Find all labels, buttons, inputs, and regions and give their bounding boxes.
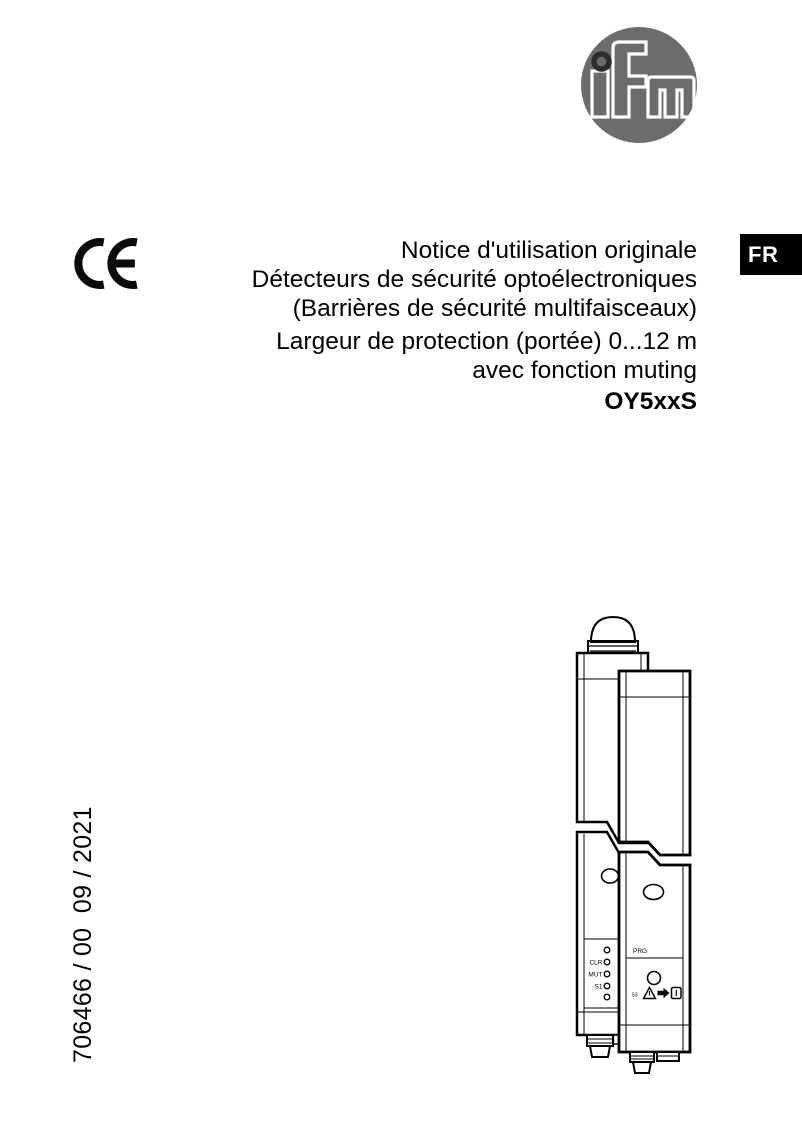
subtitle-group bbox=[137, 327, 697, 385]
title-line-3: (Barrières de sécurité multifaisceaux) bbox=[292, 295, 697, 322]
led-label-s1: S1 bbox=[594, 983, 603, 991]
title-line-2: Détecteurs de sécurité optoélectroniques bbox=[251, 266, 697, 293]
muting-lamp-icon bbox=[588, 617, 638, 653]
transmitter-status-lamp bbox=[648, 972, 661, 985]
led-indicator bbox=[604, 994, 610, 1000]
transmitter-tower bbox=[619, 671, 690, 1073]
led-indicator-clr bbox=[604, 959, 610, 965]
receiver-connector bbox=[587, 1035, 619, 1057]
doc-number-vertical: 706466 / 00 09 / 2021 bbox=[69, 806, 97, 1063]
product-code: OY5xxS bbox=[604, 388, 697, 415]
ifm-logo-circle bbox=[581, 27, 697, 143]
transmitter-lens-window bbox=[644, 885, 664, 900]
title-block bbox=[137, 236, 697, 416]
language-badge bbox=[740, 234, 802, 275]
transmitter-connectors bbox=[630, 1052, 679, 1073]
led-indicator-mut bbox=[604, 971, 610, 977]
title-line-1: Notice d'utilisation originale bbox=[400, 237, 697, 264]
subtitle-line-1: Largeur de protection (portée) 0...12 m bbox=[276, 328, 697, 355]
transmitter-upper-section bbox=[619, 671, 690, 855]
led-label-mut: MUT bbox=[588, 971, 603, 979]
receiver-lens-window bbox=[602, 869, 619, 883]
prg-label: PRG bbox=[633, 948, 648, 955]
language-badge-label: FR bbox=[748, 242, 779, 267]
subtitle-line-2: avec fonction muting bbox=[472, 357, 697, 384]
led-indicator-s1 bbox=[604, 983, 610, 989]
device-drawing bbox=[555, 605, 705, 1085]
led-indicator bbox=[604, 947, 610, 953]
ce-mark-icon bbox=[74, 236, 142, 291]
led-label-clr: CLR bbox=[589, 959, 603, 967]
s3-label: S3 bbox=[631, 992, 638, 999]
ifm-logo bbox=[578, 26, 700, 146]
transmitter-lower-section bbox=[619, 852, 690, 1052]
